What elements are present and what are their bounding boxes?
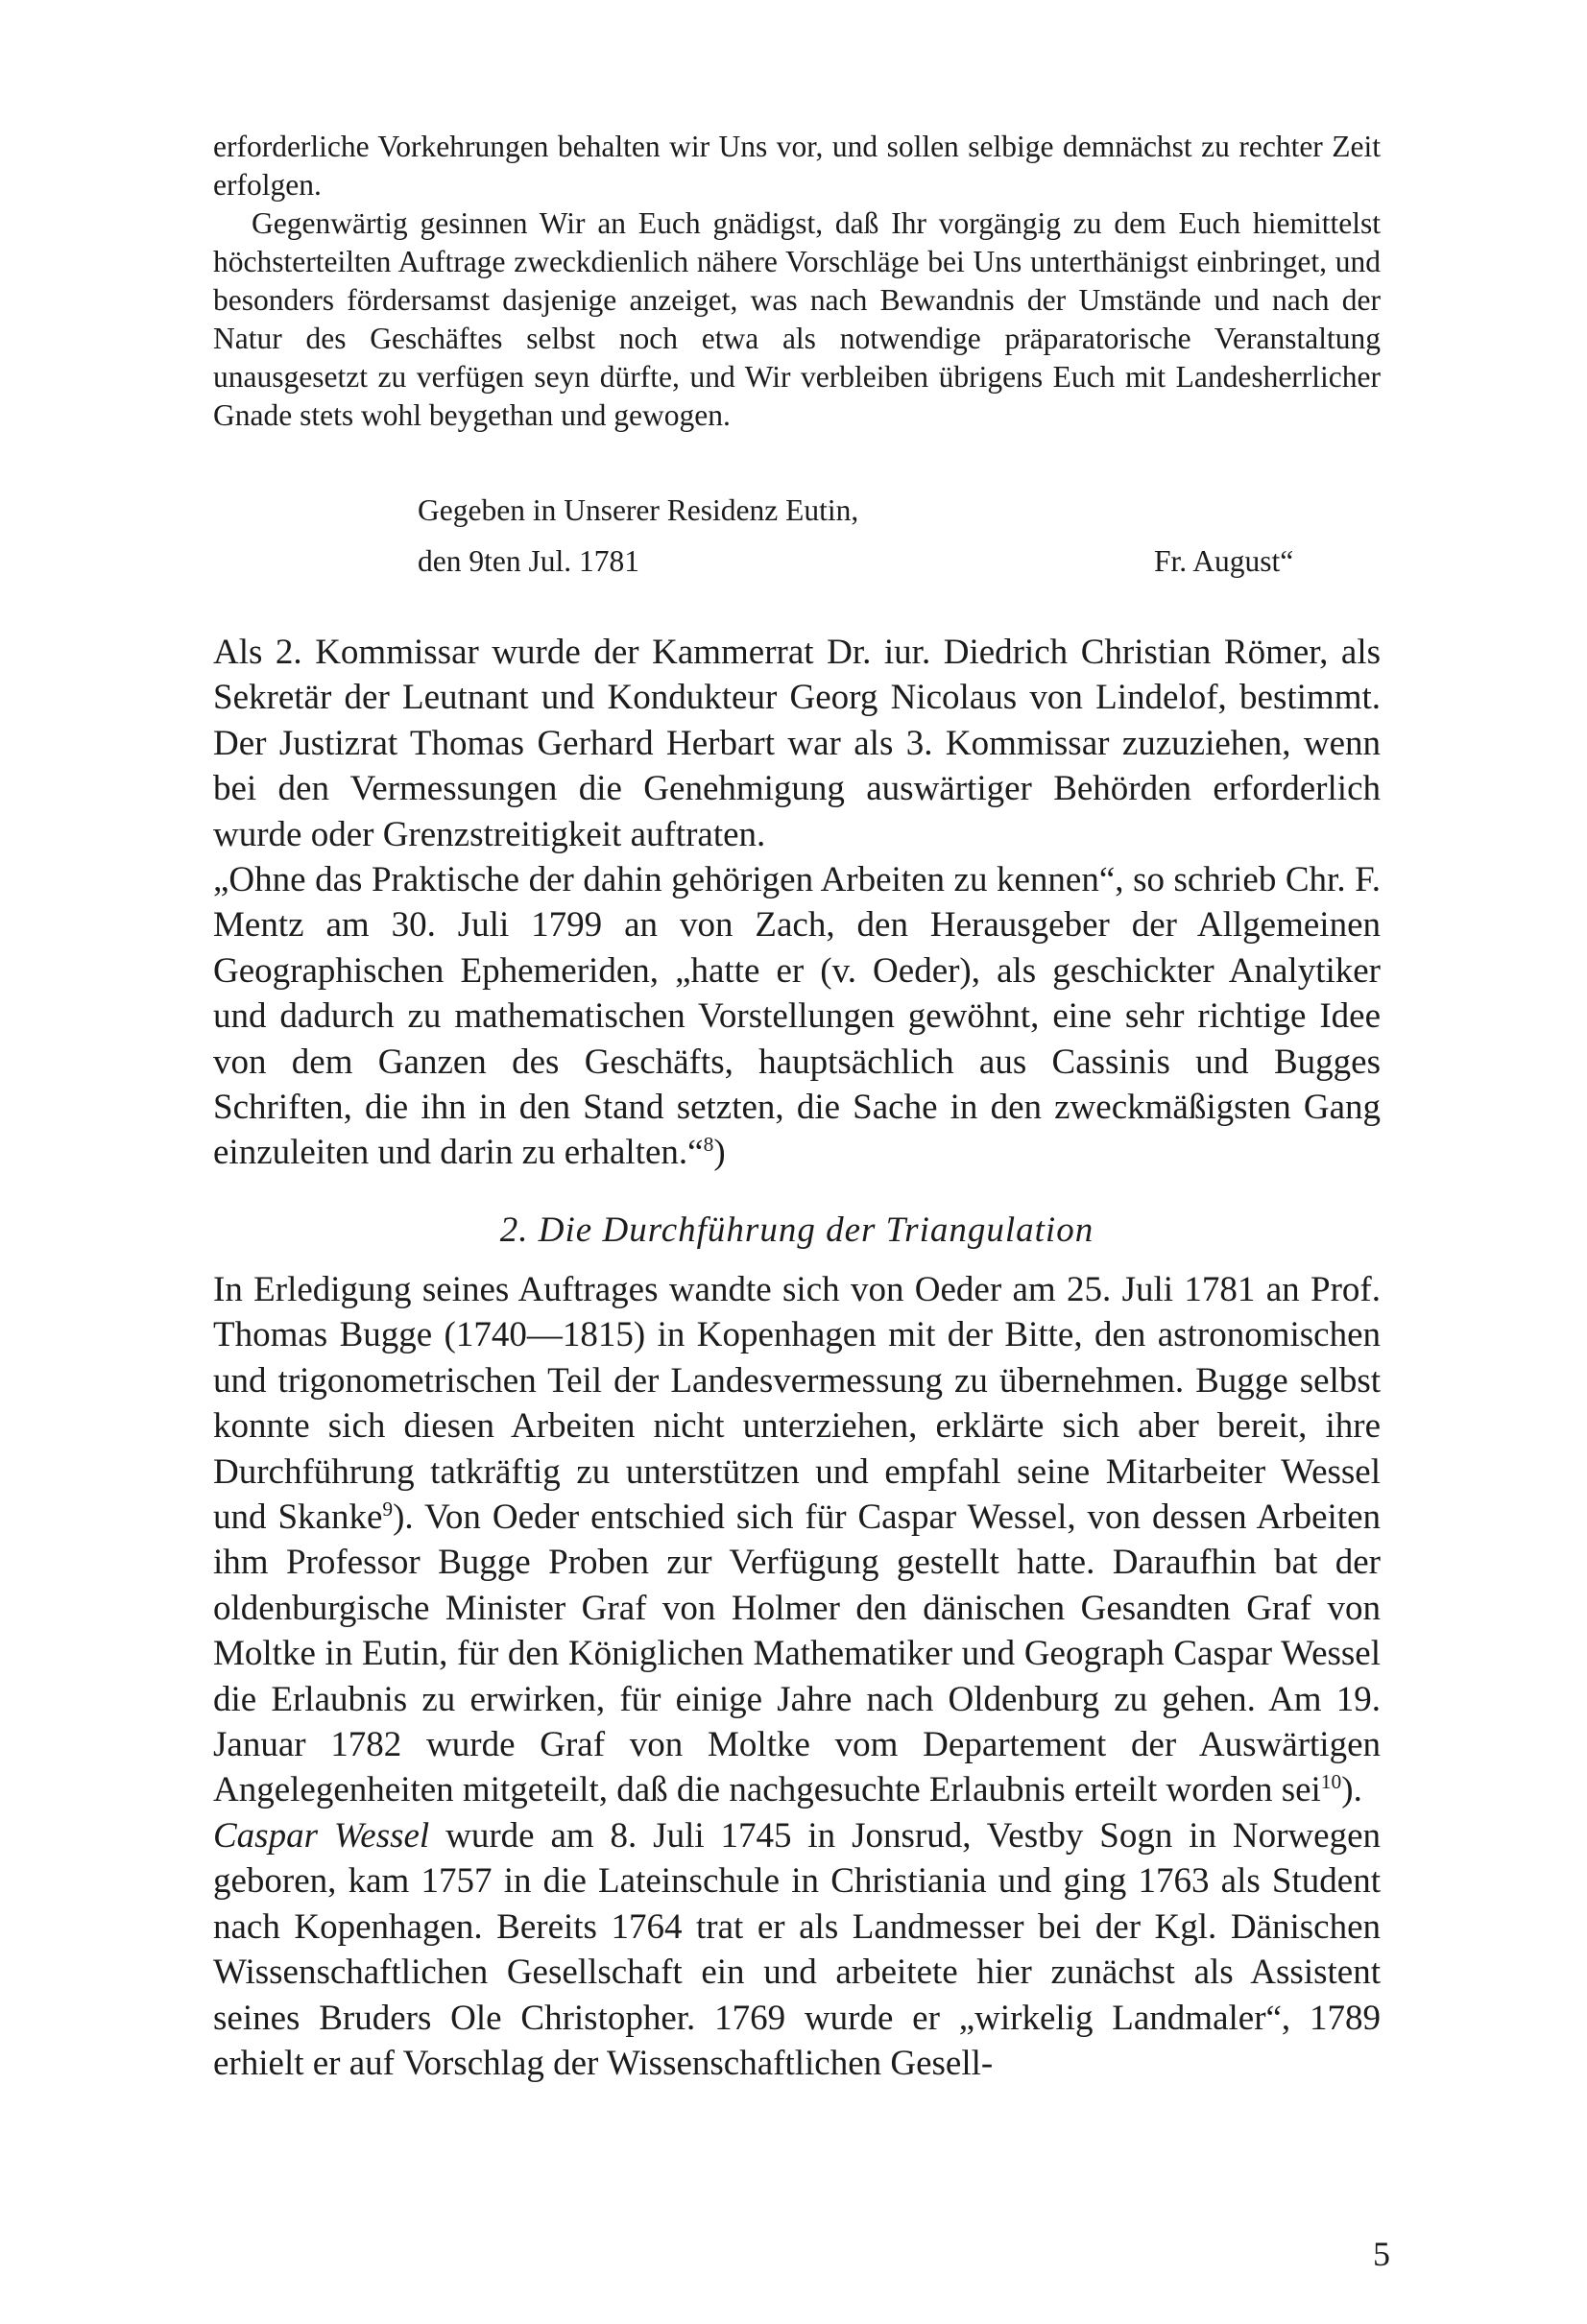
footnote-ref-9: 9 [382, 1497, 394, 1521]
footnote-ref-10: 10 [1320, 1770, 1342, 1794]
letter-given-line: Gegeben in Unserer Residenz Eutin, [418, 493, 859, 527]
body-paragraph-4-close: ) [713, 1133, 726, 1173]
letter-signature: Fr. August“ [1154, 544, 1294, 578]
body-text-upper [213, 630, 1381, 1176]
body-paragraph-5c: ). [1341, 1770, 1362, 1810]
section-heading: 2. Die Durchführung der Triangulation [499, 1210, 1094, 1250]
body-paragraph-3: Als 2. Kommissar wurde der Kammerrat Dr. iur. Diedrich Christian Römer, als Sekretär der Leutnant und Kondukteur Georg Nicolaus von Lindelof, bestimmt. Der Justizrat Thomas Gerhard Herbart war als 3. Kommissar zuzuziehen, wenn bei den Vermessungen die Genehmigung auswärtiger Behörden erforderlich wurde oder Grenzstreitigkeit auftraten. [213, 633, 1381, 854]
body-paragraph-4-text: „Ohne das Praktische der dahin gehörigen Arbeiten zu kennen“, so schrieb Chr. F. Mentz am 30. Juli 1799 an von Zach, den Herausgeber der Allgemeinen Geographischen Ephemeriden, „hatte er (v. Oeder), als geschickter Analytiker und dadurch zu mathematischen Vorstellungen gewöhnt, eine sehr richtige Idee von dem Ganzen des Geschäfts, hauptsächlich aus Cassinis und Bugges Schriften, die ihn in den Stand setzten, die Sache in den zweckmäßigsten Gang einzuleiten und darin zu erhalten.“ [213, 860, 1381, 1173]
body-paragraph-5b: ). Von Oeder entschied sich für Caspar Wessel, von dessen Arbeiten ihm Professor Bugge Proben zur Verfügung gestellt hatte. Daraufhin bat der oldenburgische Minister Graf von Holmer den dänischen Gesandten Graf von Moltke in Eutin, für den Königlichen Mathematiker und Geograph Caspar Wessel die Erlaubnis zu erwirken, für einige Jahre nach Oldenburg zu gehen. Am 19. Januar 1782 wurde Graf von Moltke vom Departement der Auswärtigen Angelegenheiten mitgeteilt, daß die nachgesuchte Erlaubnis erteilt worden sei [213, 1497, 1381, 1810]
body-paragraph-4 [213, 857, 1381, 1176]
body-paragraph-5a: In Erledigung seines Auftrages wandte sich von Oeder am 25. Juli 1781 an Prof. Thomas Bugge (1740—1815) in Kopenhagen mit der Bitte, den astronomischen und trigonometrischen Teil der Landesvermessung zu übernehmen. Bugge selbst konnte sich diesen Arbeiten nicht unterziehen, erklärte sich aber bereit, ihre Durchführung tatkräftig zu unterstützen und empfahl seine Mitarbeiter Wessel und Skanke [213, 1270, 1381, 1538]
letter-text [213, 128, 1381, 435]
person-name-italic: Caspar Wessel [213, 1815, 430, 1856]
body-paragraph-6 [213, 1813, 1381, 2086]
letter-date-line: den 9ten Jul. 1781 [418, 544, 639, 578]
footnote-ref-8: 8 [703, 1133, 714, 1157]
letter-paragraph-1: erforderliche Vorkehrungen behalten wir Uns vor, und sollen selbige demnächst zu rechter Zeit erfolgen. [213, 130, 1381, 202]
body-paragraph-6-text: wurde am 8. Juli 1745 in Jonsrud, Vestby Sogn in Norwegen geboren, kam 1757 in die Lateinschule in Christiania und ging 1763 als Student nach Kopenhagen. Bereits 1764 trat er als Landmesser bei der Kgl. Dänischen Wissenschaftlichen Gesellschaft ein und arbeitete hier zunächst als Assistent seines Bruders Ole Christopher. 1769 wurde er „wirkelig Landmaler“, 1789 erhielt er auf Vorschlag der Wissenschaftlichen Gesell- [213, 1815, 1381, 2083]
body-text-lower [213, 1267, 1381, 2086]
page-number: 5 [1373, 2235, 1390, 2273]
body-paragraph-5 [213, 1267, 1381, 1813]
letter-paragraph-2: Gegenwärtig gesinnen Wir an Euch gnädigst, daß Ihr vorgängig zu dem Euch hiemittelst höchsterteilten Auftrage zweckdienlich nähere Vorschläge bei Uns unterthänigst einbringet, und besonders fördersamst dasjenige anzeiget, was nach Bewandnis der Umstände und nach der Natur des Geschäftes selbst noch etwa als notwendige präparatorische Veranstaltung unausgesetzt zu verfügen seyn dürfte, und Wir verbleiben übrigens Euch mit Landesherrlicher Gnade stets wohl beygethan und gewogen. [213, 206, 1381, 432]
